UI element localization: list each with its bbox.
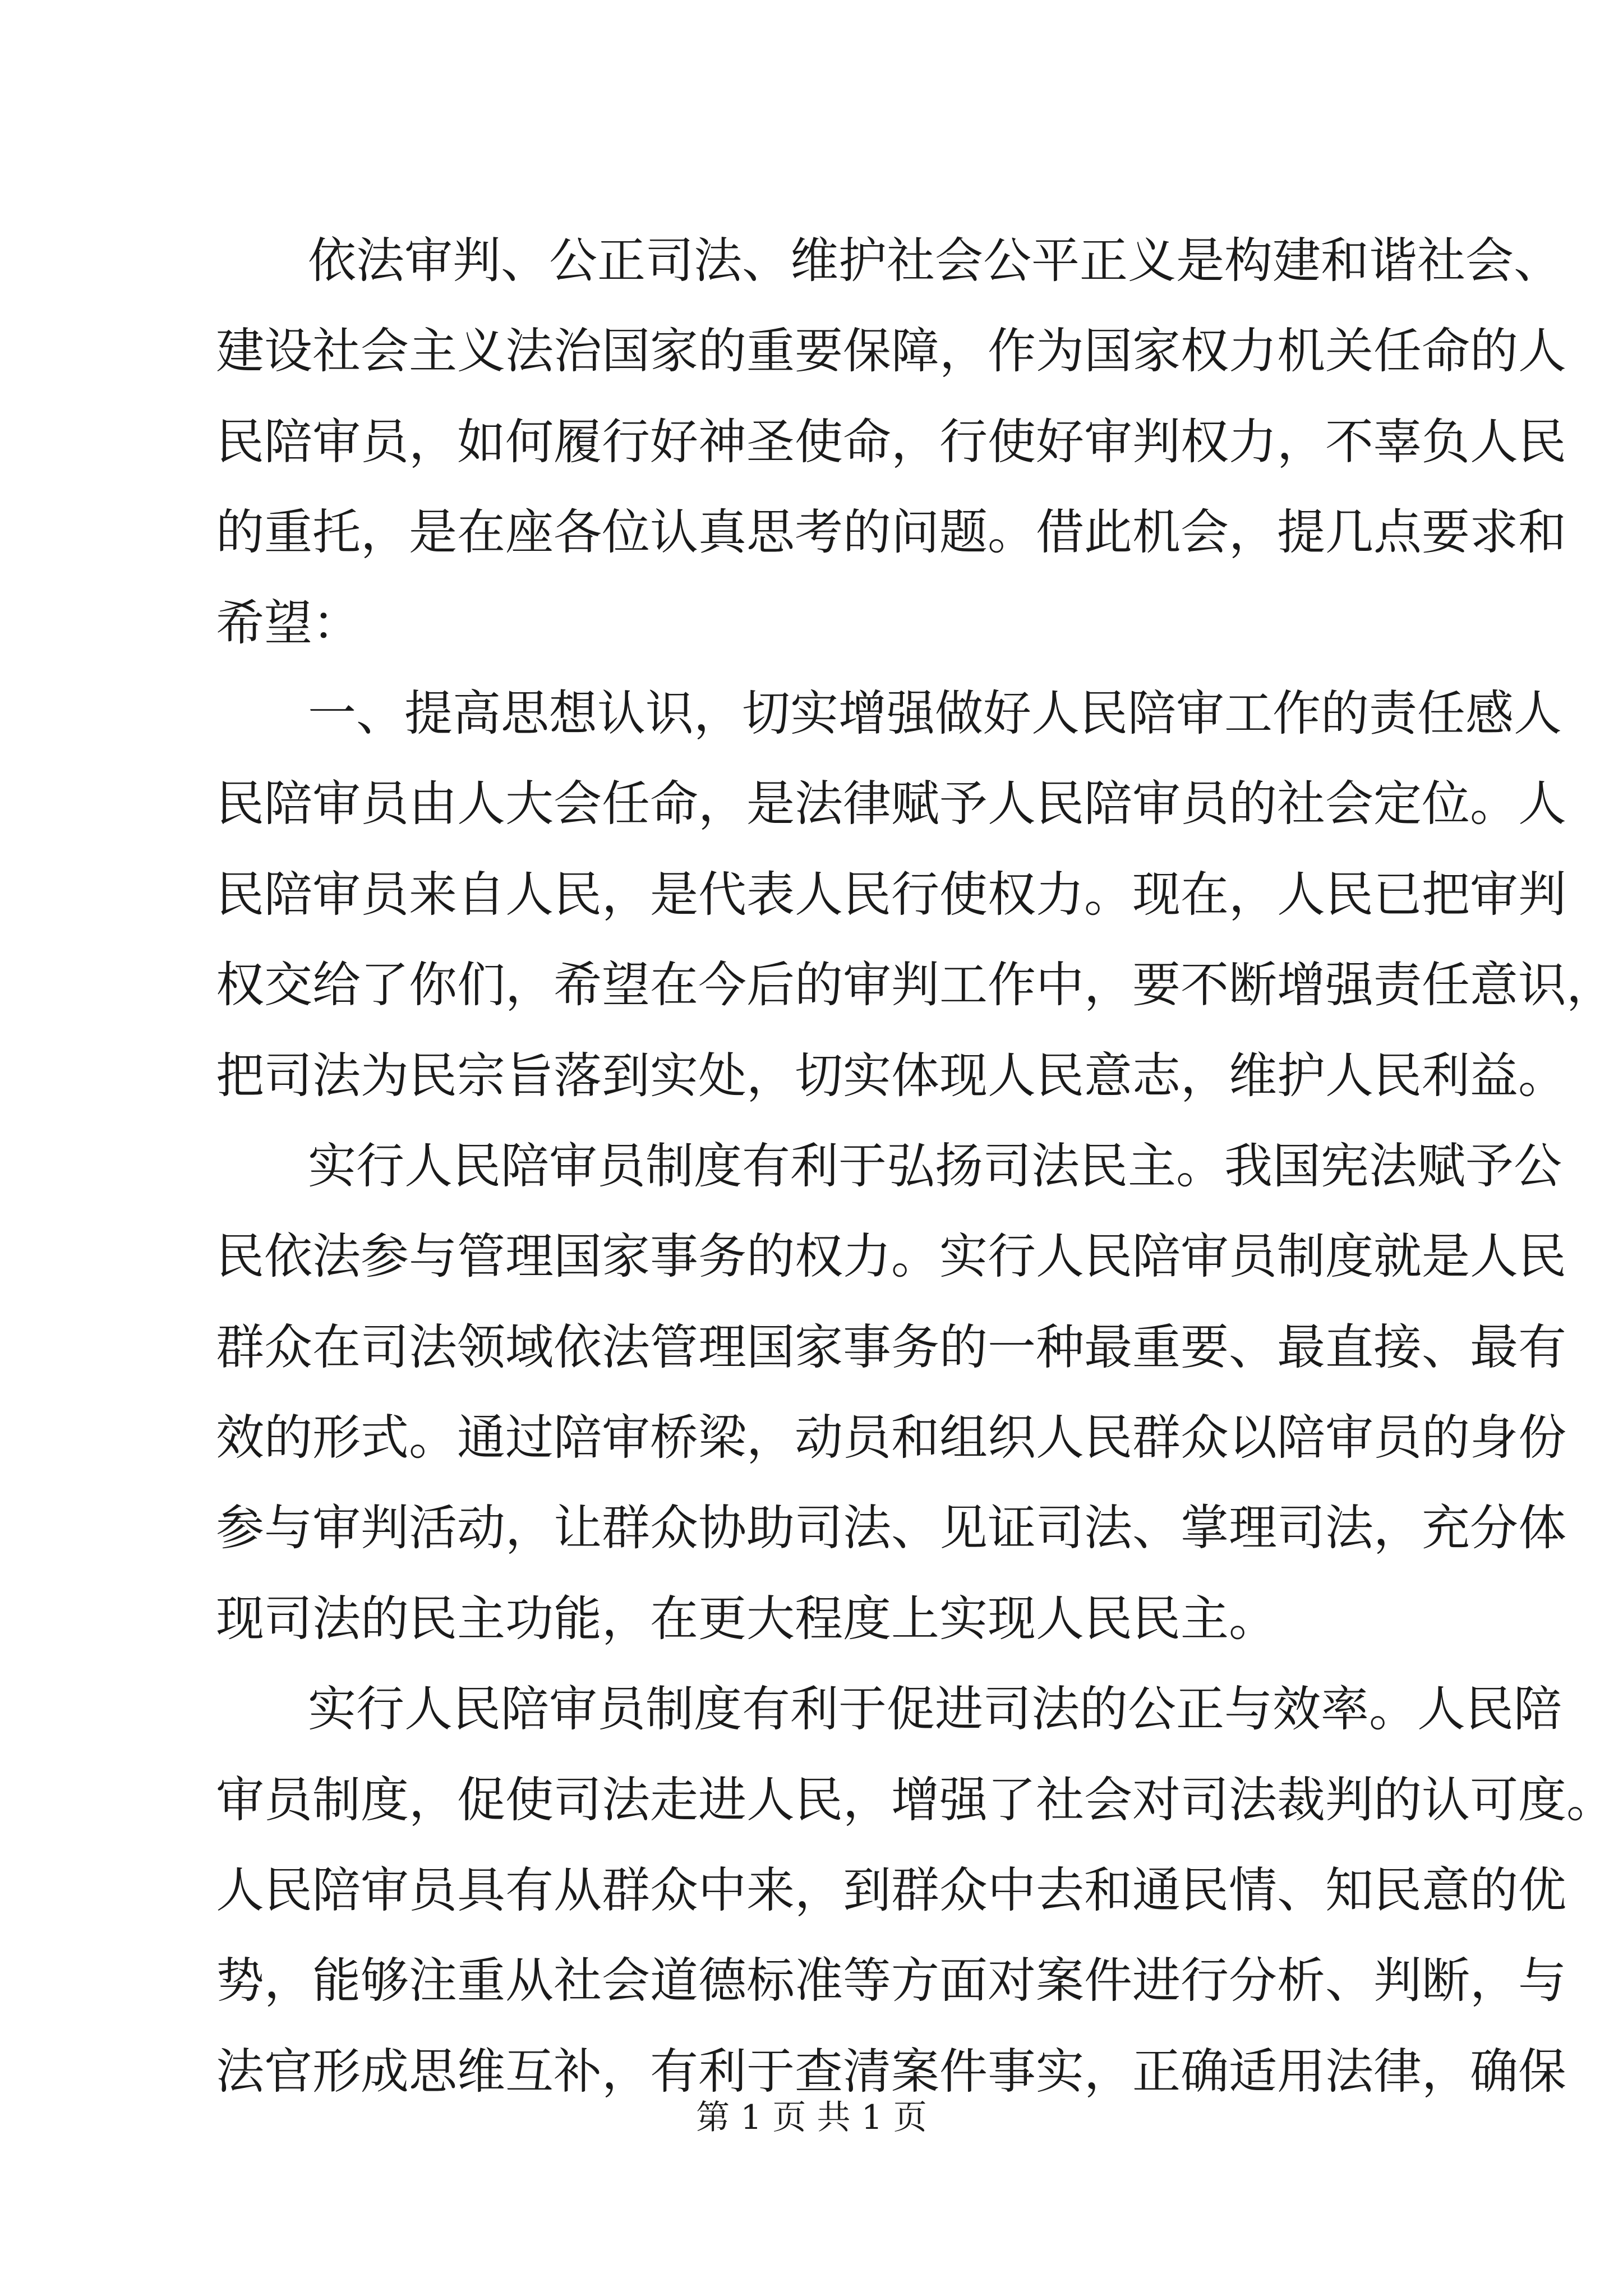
- text-line: 现司法的民主功能，在更大程度上实现人民民主。: [216, 1590, 1277, 1647]
- text-line: 参与审判活动，让群众协助司法、见证司法、掌理司法，充分体: [216, 1500, 1566, 1557]
- text-line: 建设社会主义法治国家的重要保障，作为国家权力机关任命的人: [216, 323, 1566, 380]
- text-line: 希望：: [216, 595, 361, 651]
- text-line: 民陪审员，如何履行好神圣使命，行使好审判权力，不辜负人民: [216, 413, 1566, 470]
- text-line: 一、提高思想认识，切实增强做好人民陪审工作的责任感人: [308, 685, 1562, 742]
- text-line: 的重托，是在座各位认真思考的问题。借此机会，提几点要求和: [216, 504, 1566, 561]
- body-text: [216, 216, 1615, 2117]
- text-line: 实行人民陪审员制度有利于弘扬司法民主。我国宪法赋予公: [308, 1138, 1562, 1194]
- text-line: 权交给了你们，希望在今后的审判工作中，要不断增强责任意识，: [216, 957, 1615, 1014]
- text-line: 效的形式。通过陪审桥梁，动员和组织人民群众以陪审员的身份: [216, 1410, 1566, 1466]
- text-line: 群众在司法领域依法管理国家事务的一种最重要、最直接、最有: [216, 1319, 1566, 1375]
- text-line: 民陪审员来自人民，是代表人民行使权力。现在，人民已把审判: [216, 866, 1566, 923]
- text-line: 民依法参与管理国家事务的权力。实行人民陪审员制度就是人民: [216, 1228, 1566, 1285]
- text-line: 人民陪审员具有从群众中来，到群众中去和通民情、知民意的优: [216, 1862, 1566, 1919]
- text-line: 把司法为民宗旨落到实处，切实体现人民意志，维护人民利益。: [216, 1047, 1566, 1104]
- text-line: 依法审判、公正司法、维护社会公平正义是构建和谐社会、: [308, 233, 1562, 289]
- text-line: 实行人民陪审员制度有利于促进司法的公正与效率。人民陪: [308, 1681, 1562, 1738]
- text-line: 审员制度，促使司法走进人民，增强了社会对司法裁判的认可度。: [216, 1772, 1615, 1828]
- text-line: 法官形成思维互补，有利于查清案件事实，正确适用法律，确保: [216, 2043, 1566, 2100]
- text-line: 势，能够注重从社会道德标准等方面对案件进行分析、判断，与: [216, 1953, 1566, 2009]
- page-footer: 第 1 页 共 1 页: [696, 2098, 927, 2137]
- text-line: 民陪审员由人大会任命，是法律赋予人民陪审员的社会定位。人: [216, 776, 1566, 832]
